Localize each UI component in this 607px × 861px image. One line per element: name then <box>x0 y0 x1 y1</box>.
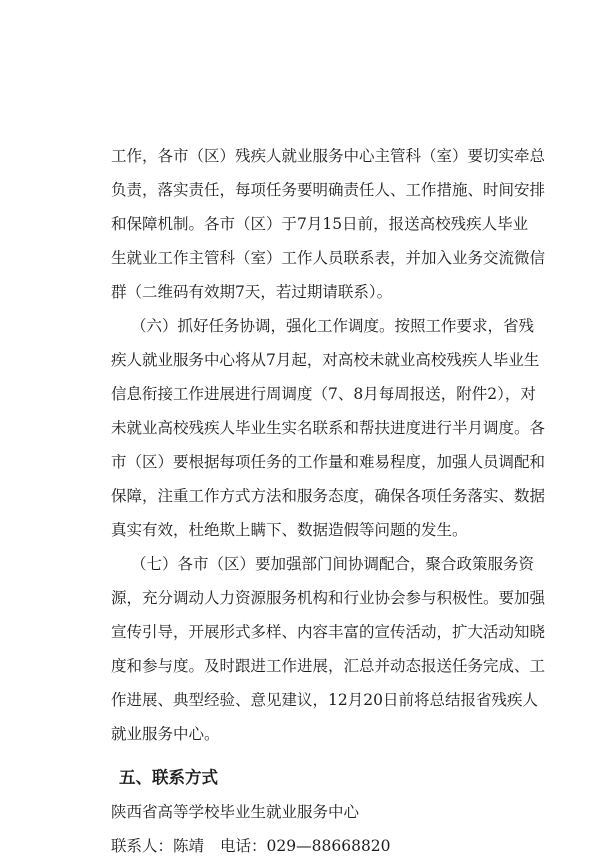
phone-number: 029—88668820 <box>266 837 391 855</box>
contact-org-1: 陕西省高等学校毕业生就业服务中心 <box>111 803 360 821</box>
text-line-3: 和保障机制。各市（区）于7月15日前，报送高校残疾人毕业 <box>111 215 529 233</box>
paragraph-6-start: （六）抓好任务协调，强化工作调度。按照工作要求，省残 <box>131 317 535 335</box>
text-line-15: 宣传引导，开展形式多样、内容丰富的宣传活动，扩大活动知晓 <box>111 623 546 641</box>
contact-name: 陈靖 <box>173 837 205 855</box>
text-line-10: 市（区）要根据每项任务的工作量和难易程度，加强人员调配和 <box>111 453 546 471</box>
text-line-5: 群（二维码有效期7天，若过期请联系）。 <box>111 283 393 301</box>
section-heading-contact: 五、联系方式 <box>119 768 218 787</box>
text-line-1: 工作，各市（区）残疾人就业服务中心主管科（室）要切实牵总 <box>111 147 546 165</box>
text-line-12: 真实有效，杜绝欺上瞒下、数据造假等问题的发生。 <box>111 521 468 539</box>
contact-label: 联系人： <box>111 837 174 855</box>
text-line-17: 作进展、典型经验、意见建议，12月20日前将总结报省残疾人 <box>111 691 538 709</box>
text-line-9: 未就业高校残疾人毕业生实名联系和帮扶进度进行半月调度。各 <box>111 419 546 437</box>
text-line-14: 源，充分调动人力资源服务机构和行业协会参与积极性。要加强 <box>111 589 546 607</box>
paragraph-7-start: （七）各市（区）要加强部门间协调配合，聚合政策服务资 <box>131 555 535 573</box>
text-line-2: 负责，落实责任，每项任务要明确责任人、工作措施、时间安排 <box>111 181 546 199</box>
text-line-18: 就业服务中心。 <box>111 725 220 743</box>
phone-label: 电话： <box>220 837 267 855</box>
text-line-7: 疾人就业服务中心将从7月起，对高校未就业高校残疾人毕业生 <box>111 351 540 369</box>
text-line-16: 度和参与度。及时跟进工作进展，汇总并动态报送任务完成、工 <box>111 657 546 675</box>
text-line-8: 信息衔接工作进展进行周调度（7、8月每周报送，附件2），对 <box>111 385 536 403</box>
text-line-4: 生就业工作主管科（室）工作人员联系表，并加入业务交流微信 <box>111 249 546 267</box>
text-line-11: 保障，注重工作方式方法和服务态度，确保各项任务落实、数据 <box>111 487 546 505</box>
